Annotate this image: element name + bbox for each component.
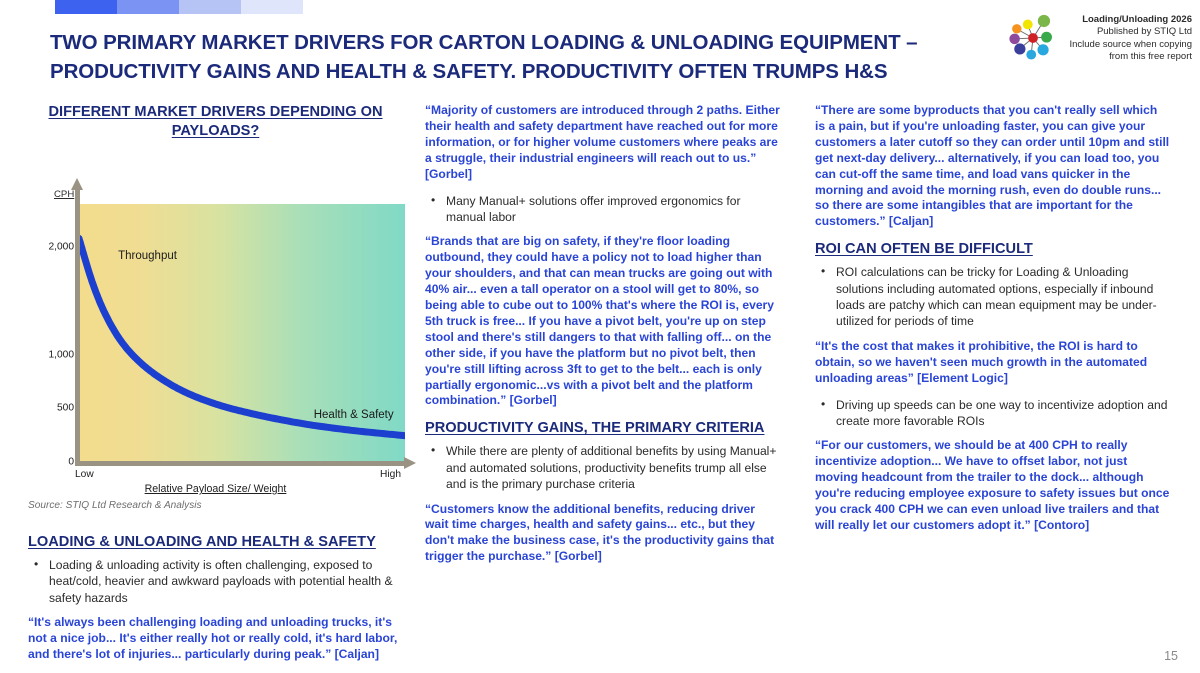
chart-y-tick-label: 1,000 xyxy=(48,349,74,360)
chart-y-axis-label: CPH xyxy=(54,189,75,200)
brand-line-1: Loading/Unloading 2026 xyxy=(1082,14,1192,25)
list-item: • Many Manual+ solutions offer improved ergonomics for manual labor xyxy=(425,193,780,226)
middle-column xyxy=(425,103,780,575)
chart-annotation-health-safety: Health & Safety xyxy=(313,408,394,421)
right-quote-3: “For our customers, we should be at 400 CPH to really incentivize adoption... We have to offset labor, not just moving headcount from the trailer to the dock... although you're reducing employee exposure to safety issues but once you crack 400 CPH we can even unload live trailers and that will really let our customers adopt it.” [Contoro] xyxy=(815,438,1170,532)
brand-line-2: Published by STIQ Ltd xyxy=(1096,26,1192,38)
payload-chart xyxy=(28,147,403,497)
color-bar-4 xyxy=(241,0,303,14)
right-quote-2: “It's the cost that makes it prohibitive, the ROI is hard to obtain, so we haven't seen much growth in the automated unloading areas” [Element Logic] xyxy=(815,338,1148,385)
page-title: TWO PRIMARY MARKET DRIVERS FOR CARTON LOADING & UNLOADING EQUIPMENT – PRODUCTIVITY GAINS AND HEALTH & SAFETY. PRODUCTIVITY OFTEN TRUMPS H&S xyxy=(50,31,918,83)
list-item: • While there are plenty of additional benefits by using Manual+ and automated solutions, productivity benefits trump all else and is the primary purchase criteria xyxy=(425,443,780,492)
chart-x-axis-title: Relative Payload Size/ Weight xyxy=(144,483,287,495)
left-quote: “It's always been challenging loading and unloading trucks, it's not a nice job... It's either really hot or really cold, it's hard labor, and there's lot of injuries... particularly during peak.” [Caljan] xyxy=(28,615,398,662)
right-quote-1: “There are some byproducts that you can't really sell which is a pain, but if you're unloading faster, you can give your customers a later cutoff so they can order until 10pm and still get next-day delivery... alternatively, if you can load too, you can cut-off the same time, and load vans quicker in the morning and avoid the morning rush, even do double runs... so there are some intangibles that are important for the customers.” [Caljan] xyxy=(815,103,1170,229)
chart-y-axis xyxy=(75,189,80,465)
list-item: • Loading & unloading activity is often challenging, exposed to heat/cold, heavier and awkward payloads with potential health & safety hazards xyxy=(28,557,403,606)
chart-x-axis xyxy=(75,461,405,466)
middle-section-heading: PRODUCTIVITY GAINS, THE PRIMARY CRITERIA xyxy=(425,420,765,437)
right-bullet-list-2 xyxy=(815,397,1170,430)
left-column xyxy=(28,103,403,673)
middle-quote-2: “Brands that are big on safety, if they're floor loading outbound, they could have a policy not to load higher than your shoulders, and that can mean trucks are going out with 40% air... even a tall operator on a stool will get to 80%, so being able to cube out to 100% that's where the ROI is, every 5th truck is free... If you have a pivot belt, you're up on step stool and there's still dangers to that with falling off... on the other side, if you have the platform but no pivot belt, then you're still lifting across 3ft to get to the belt... each is only partially ergonomic...vs with a pivot belt and the platform combination.” [Gorbel] xyxy=(425,234,774,408)
chart-y-tick-label: 2,000 xyxy=(48,241,74,253)
chart-xtick-low: Low xyxy=(75,469,94,480)
middle-bullet-list-2 xyxy=(425,443,780,492)
middle-bullet-list-1 xyxy=(425,193,780,226)
left-bullet-list xyxy=(28,557,403,606)
right-column xyxy=(815,103,1170,544)
middle-quote-1: “Majority of customers are introduced through 2 paths. Either their health and safety department have reached out for more information, or for higher volume customers where peaks are a struggle, their industrial engineers will reach out to us.” [Gorbel] xyxy=(425,103,780,181)
top-color-bars xyxy=(55,0,303,14)
brand-block xyxy=(1005,10,1192,66)
chart-plot-area xyxy=(48,204,405,468)
chart-y-tick-label: 500 xyxy=(57,402,74,414)
right-section-heading: ROI CAN OFTEN BE DIFFICULT xyxy=(815,241,1033,258)
color-bar-1 xyxy=(55,0,117,14)
brand-text xyxy=(1069,10,1192,64)
chart-title: DIFFERENT MARKET DRIVERS DEPENDING ON PAYLOADS? xyxy=(48,104,383,139)
color-bar-3 xyxy=(179,0,241,14)
brand-line-3: Include source when copying xyxy=(1069,38,1192,50)
left-section-heading: LOADING & UNLOADING AND HEALTH & SAFETY xyxy=(28,534,376,550)
chart-curve xyxy=(79,204,405,462)
page-number: 15 xyxy=(1164,649,1178,663)
middle-quote-3: “Customers know the additional benefits, reducing driver wait time charges, health and safety gains... etc., but they don't make the business case, it's the productivity gains that trigger the purchase.” [Gorbel] xyxy=(425,501,775,564)
chart-annotation-throughput: Throughput xyxy=(118,249,177,262)
stiq-network-logo-icon xyxy=(1005,10,1061,66)
list-item: • ROI calculations can be tricky for Loading & Unloading solutions including automated options, especially if inbound loads are patchy which can mean equipment may be under-utilized for periods of time xyxy=(815,264,1170,330)
chart-source: Source: STIQ Ltd Research & Analysis xyxy=(28,500,202,511)
brand-line-4: from this free report xyxy=(1109,51,1192,63)
right-bullet-list-1 xyxy=(815,264,1170,330)
chart-y-tick-label: 0 xyxy=(68,456,74,468)
chart-xtick-high: High xyxy=(380,469,401,480)
list-item: • Driving up speeds can be one way to incentivize adoption and create more favorable ROIs xyxy=(815,397,1170,430)
color-bar-2 xyxy=(117,0,179,14)
